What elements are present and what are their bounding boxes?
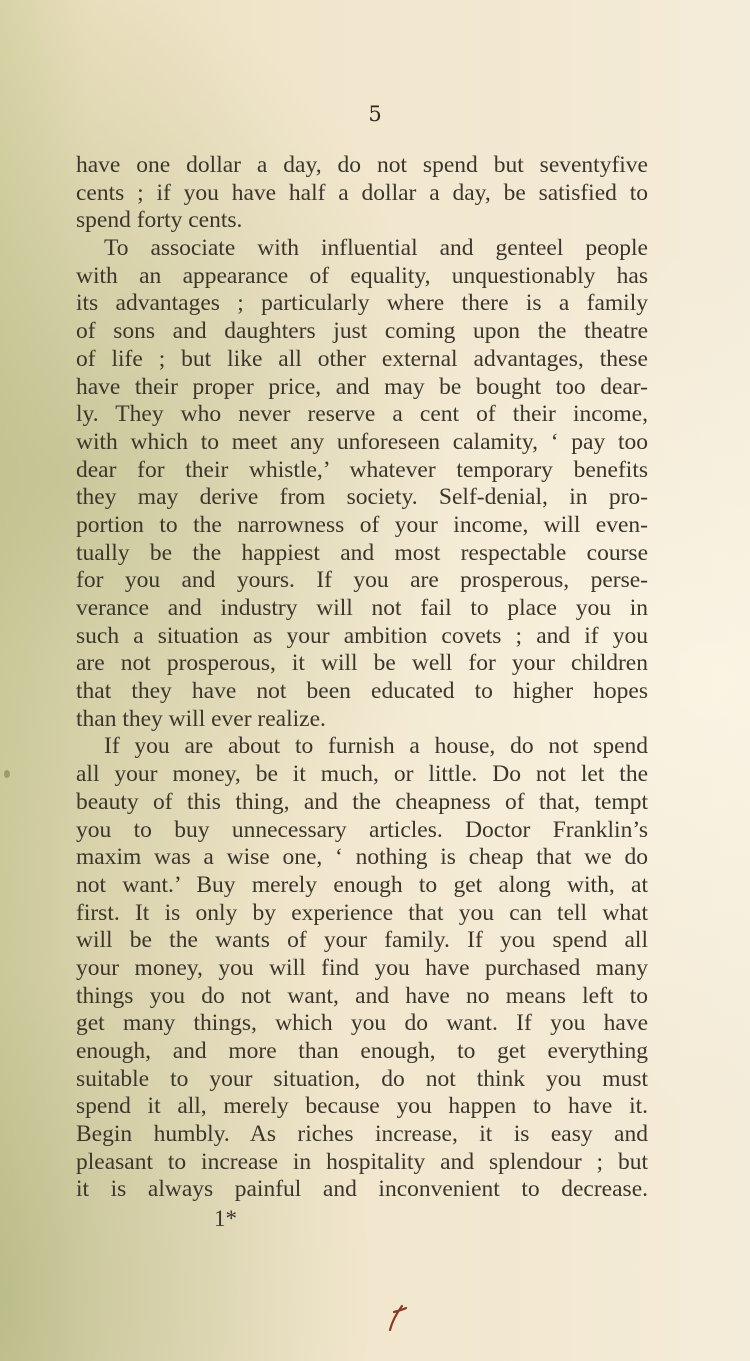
text-line: tually be the happiest and most respectable course — [76, 539, 648, 566]
text-line: of life ; but like all other external advantages, these — [76, 345, 648, 372]
page-number: 5 — [368, 102, 382, 126]
text-line: Begin humbly. As riches increase, it is easy and — [76, 1121, 648, 1148]
text-line: its advantages ; particularly where there is a family — [76, 290, 648, 317]
text-line: To associate with influential and genteel people — [104, 235, 648, 262]
text-line: portion to the narrowness of your income, will even- — [76, 511, 648, 538]
text-line: are not prosperous, it will be well for your children — [76, 650, 648, 677]
text-line: cents ; if you have half a dollar a day, be satisfied to — [76, 179, 648, 206]
text-line: it is always painful and inconvenient to decrease. — [76, 1176, 648, 1203]
text-line: dear for their whistle,’ whatever temporary benefits — [76, 456, 648, 483]
pen-mark-icon — [380, 1300, 410, 1334]
text-line: with which to meet any unforeseen calamity, ‘ pay too — [76, 428, 648, 455]
page-stain — [4, 770, 10, 778]
text-line: things you do not want, and have no means left to — [76, 982, 648, 1009]
text-line: with an appearance of equality, unquestionably has — [76, 262, 648, 289]
text-line: pleasant to increase in hospitality and splendour ; but — [76, 1148, 648, 1175]
text-line: they may derive from society. Self-denial, in pro- — [76, 484, 648, 511]
text-line: spend it all, merely because you happen to have it. — [76, 1093, 648, 1120]
text-line: that they have not been educated to higher hopes — [76, 678, 648, 705]
text-line: get many things, which you do want. If you have — [76, 1010, 648, 1037]
text-line: for you and yours. If you are prosperous, perse- — [76, 567, 648, 594]
text-line: than they will ever realize. — [76, 705, 326, 732]
text-line: will be the wants of your family. If you spend all — [76, 927, 648, 954]
text-line: maxim was a wise one, ‘ nothing is cheap that we do — [76, 844, 648, 871]
text-line: have their proper price, and may be bought too dear- — [76, 373, 648, 400]
text-line: have one dollar a day, do not spend but seventyfive — [76, 152, 648, 178]
text-line: you to buy unnecessary articles. Doctor Franklin’s — [76, 816, 648, 843]
text-line: not want.’ Buy merely enough to get along with, at — [76, 871, 648, 898]
text-line: verance and industry will not fail to place you in — [76, 595, 648, 621]
text-line: such a situation as your ambition covets ; and if you — [76, 622, 648, 649]
text-line: first. It is only by experience that you can tell what — [76, 899, 648, 926]
text-line: your money, you will find you have purchased many — [76, 954, 648, 981]
signature-mark: 1* — [214, 1206, 237, 1231]
text-line: suitable to your situation, do not think you must — [76, 1065, 648, 1092]
text-line: all your money, be it much, or little. Do not let the — [76, 761, 648, 788]
text-line: spend forty cents. — [76, 207, 243, 234]
text-line: If you are about to furnish a house, do not spend — [104, 733, 648, 760]
text-line: beauty of this thing, and the cheapness of that, tempt — [76, 788, 648, 815]
text-line: enough, and more than enough, to get everything — [76, 1038, 648, 1064]
body-text — [76, 152, 648, 1204]
text-line: ly. They who never reserve a cent of their income, — [76, 401, 648, 428]
text-line: of sons and daughters just coming upon the theatre — [76, 318, 648, 345]
